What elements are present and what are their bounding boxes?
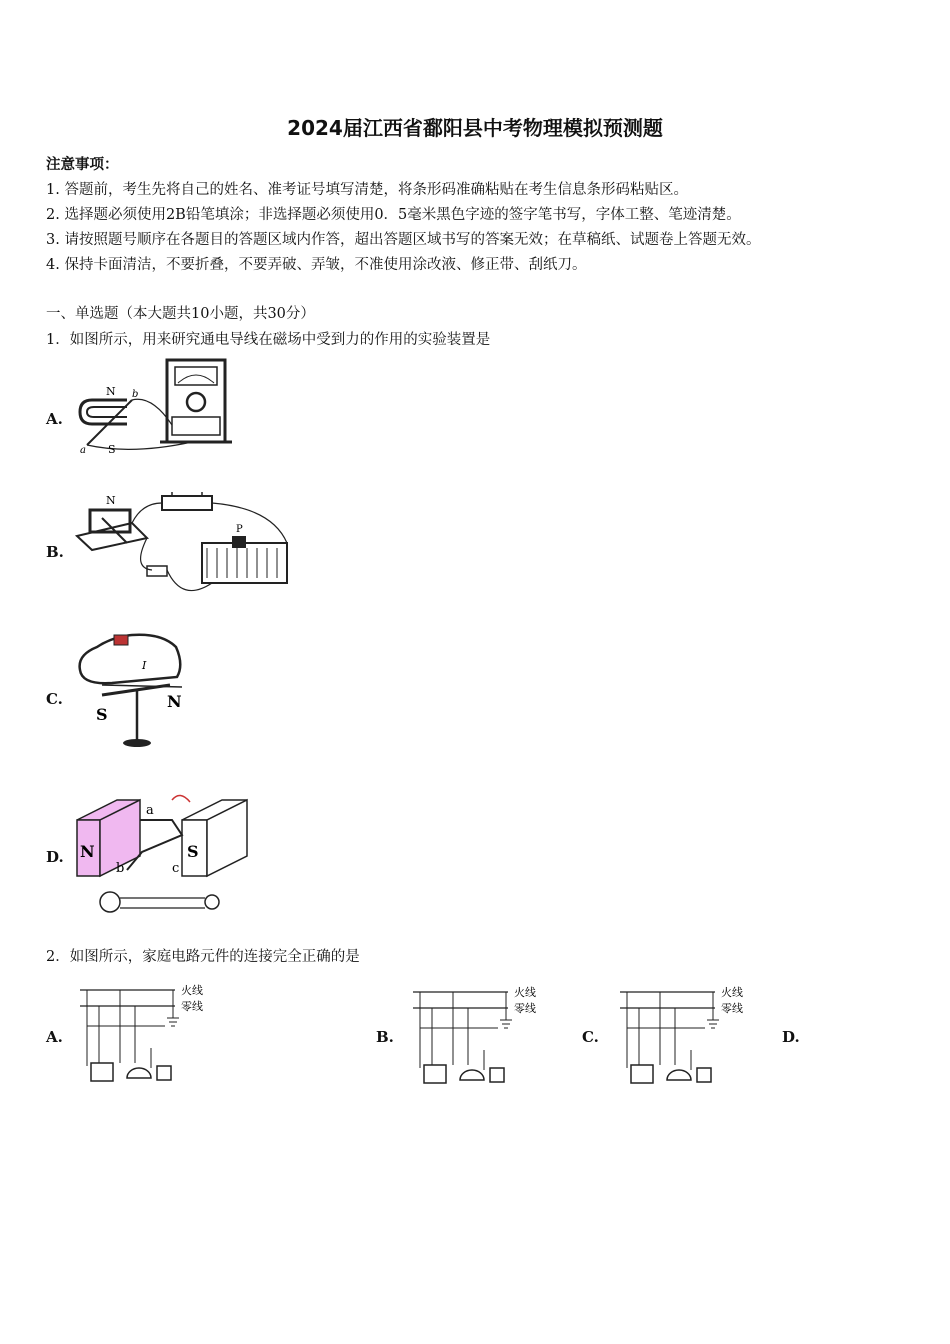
q2-stem: 2．如图所示，家庭电路元件的连接完全正确的是 xyxy=(46,949,360,965)
q1-d-label-n: N xyxy=(80,842,95,861)
q1-option-a-label: A. xyxy=(46,410,63,428)
q1-a-label-s: S xyxy=(108,443,116,456)
note-item-1: 1. 答题前，考生先将自己的姓名、准考证号填写清楚，将条形码准确粘贴在考生信息条形码粘贴区。 xyxy=(46,182,688,198)
q1-c-label-n: N xyxy=(167,692,182,711)
q2-c-live-label: 火线 xyxy=(721,986,743,999)
note-item-2: 2. 选择题必须使用2B铅笔填涂；非选择题必须使用0．5毫米黑色字迹的签字笔书写，字体工整、笔迹清楚。 xyxy=(46,207,741,223)
q1-c-label-i: I xyxy=(142,659,147,672)
q2-a-live-label: 火线 xyxy=(181,984,203,997)
q1-d-label-s: S xyxy=(187,842,199,861)
q2-c-neutral-label: 零线 xyxy=(721,1002,743,1015)
q1-d-label-b: b xyxy=(116,861,125,876)
notes-heading: 注意事项： xyxy=(46,156,119,173)
q2-option-b-label: B. xyxy=(376,1028,394,1046)
q1-stem: 1．如图所示，用来研究通电导线在磁场中受到力的作用的实验装置是 xyxy=(46,332,491,348)
q2-b-live-label: 火线 xyxy=(514,986,536,999)
q1-figure-c xyxy=(72,625,202,755)
q1-d-label-a: a xyxy=(146,803,154,818)
q1-option-d-label: D. xyxy=(46,848,64,866)
q1-a-label-b: b xyxy=(132,389,139,400)
section-heading: 一、单选题（本大题共10小题，共30分） xyxy=(46,306,315,322)
q1-d-label-c: c xyxy=(172,861,180,876)
q1-b-label-p: P xyxy=(236,524,243,535)
q1-figure-b xyxy=(72,488,297,608)
page-title: 2024届江西省鄱阳县中考物理模拟预测题 xyxy=(287,116,663,140)
q2-option-c-label: C. xyxy=(582,1028,599,1046)
q1-b-label-n: N xyxy=(106,494,116,507)
q1-a-label-n: N xyxy=(106,385,116,398)
note-item-3: 3. 请按照题号顺序在各题目的答题区域内作答，超出答题区域书写的答案无效；在草稿纸、试题卷上答题无效。 xyxy=(46,232,761,248)
note-item-4: 4. 保持卡面清洁，不要折叠，不要弄破、弄皱，不准使用涂改液、修正带、刮纸刀。 xyxy=(46,257,587,273)
q1-figure-a xyxy=(72,355,232,460)
q1-a-label-a: a xyxy=(80,445,86,456)
q2-figure-b xyxy=(408,980,558,1090)
q2-b-neutral-label: 零线 xyxy=(514,1002,536,1015)
q1-option-b-label: B. xyxy=(46,543,64,561)
q2-option-d-label: D. xyxy=(782,1028,800,1046)
q2-option-a-label: A. xyxy=(46,1028,63,1046)
q2-figure-c xyxy=(615,980,765,1090)
q2-figure-a xyxy=(75,978,225,1088)
q2-a-neutral-label: 零线 xyxy=(181,1000,203,1013)
q1-c-label-s: S xyxy=(96,705,108,724)
q1-figure-d xyxy=(72,780,252,920)
q1-option-c-label: C. xyxy=(46,690,63,708)
